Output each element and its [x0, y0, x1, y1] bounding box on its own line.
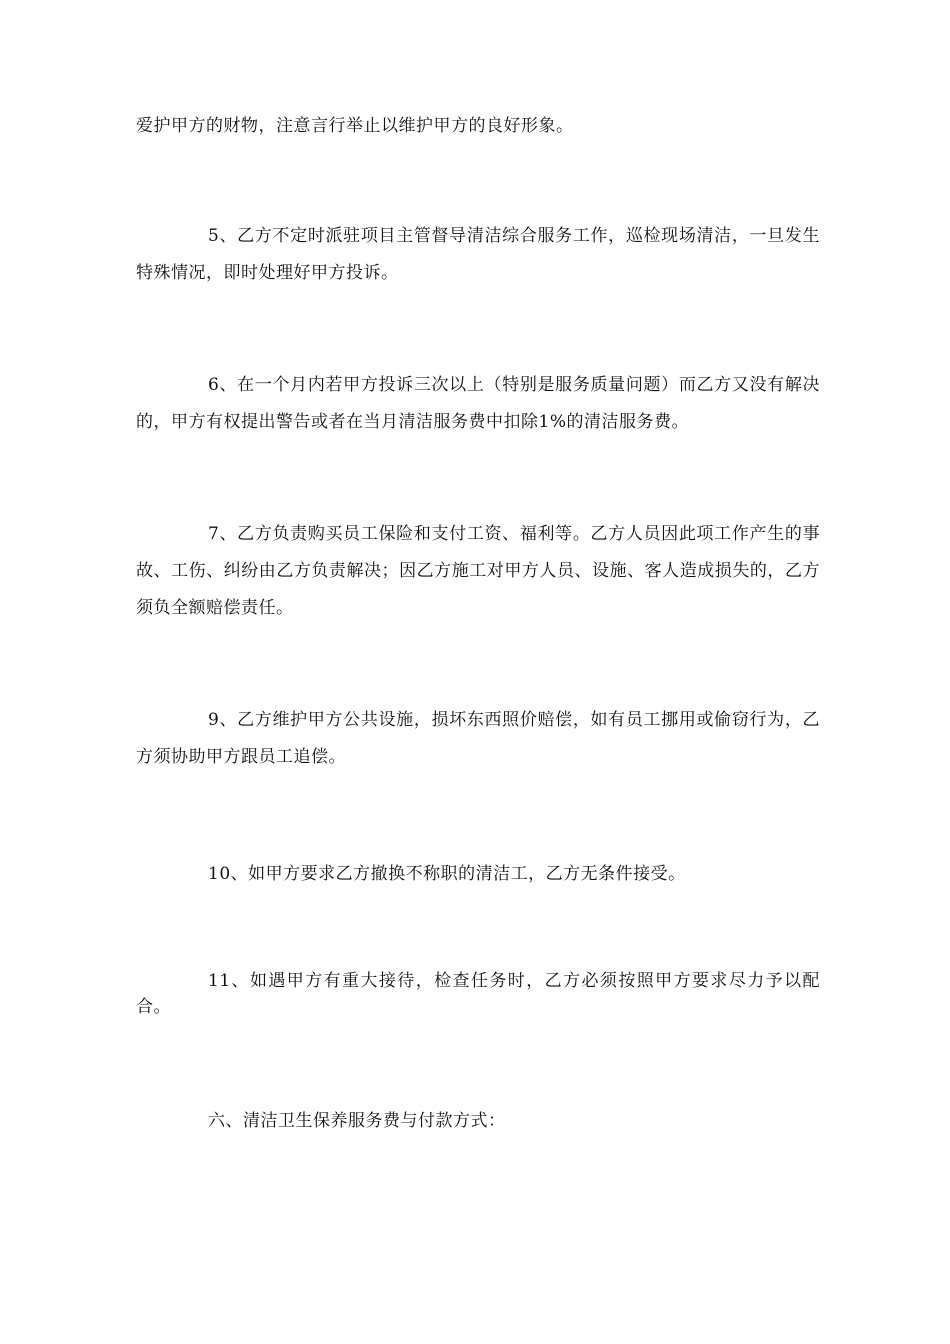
paragraph-item-10: 10、如甲方要求乙方撤换不称职的清洁工，乙方无条件接受。 — [208, 864, 686, 884]
paragraph-item-6: 6、在一个月内若甲方投诉三次以上（特别是服务质量问题）而乙方又没有解决的，甲方有权提出警告或者在当月清洁服务费中扣除1%的清洁服务费。 — [136, 375, 820, 432]
section-heading-6: 六、清洁卫生保养服务费与付款方式： — [208, 1111, 506, 1131]
paragraph-continuation: 爱护甲方的财物，注意言行举止以维护甲方的良好形象。 — [136, 116, 574, 136]
paragraph-item-5: 5、乙方不定时派驻项目主管督导清洁综合服务工作，巡检现场清洁，一旦发生特殊情况，即时处理好甲方投诉。 — [136, 226, 820, 283]
paragraph-item-9: 9、乙方维护甲方公共设施，损坏东西照价赔偿，如有员工挪用或偷窃行为，乙方须协助甲方跟员工追偿。 — [136, 710, 820, 767]
paragraph-item-7: 7、乙方负责购买员工保险和支付工资、福利等。乙方人员因此项工作产生的事故、工伤、纠纷由乙方负责解决；因乙方施工对甲方人员、设施、客人造成损失的，乙方须负全额赔偿责任。 — [136, 524, 820, 618]
paragraph-item-11: 11、如遇甲方有重大接待，检查任务时，乙方必须按照甲方要求尽力予以配合。 — [136, 971, 820, 1017]
